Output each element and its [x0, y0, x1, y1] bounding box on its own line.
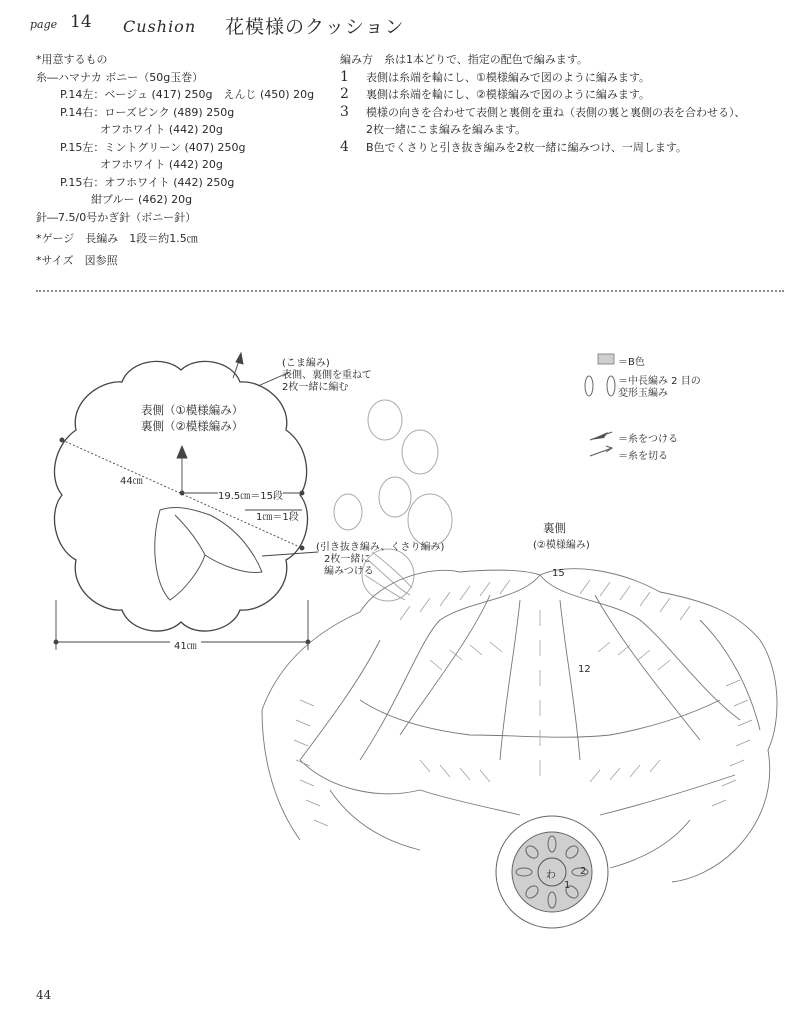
legend-line: 変形玉編み [618, 388, 668, 399]
material-line: P.15左：ミントグリーン (407) 250g [60, 140, 246, 154]
note-line: 2枚一緒に [324, 554, 371, 565]
chart-subtitle: (②模様編み) [533, 540, 590, 551]
needle-line: 針―7.5/0号かぎ針（ボニー針） [36, 210, 197, 224]
step-text: 裏側は糸端を輪にし、②模様編みで図のように編みます。 [366, 88, 650, 101]
page-number: 14 [70, 12, 92, 32]
step-number: 4 [340, 138, 349, 155]
chart-center-row1: 1 [564, 880, 571, 891]
note-line: 2枚一緒に編む [282, 382, 349, 393]
material-line: 紺ブルー (462) 20g [91, 193, 193, 206]
note-line: 表側、裏側を重ねて [282, 370, 372, 381]
material-line: オフホワイト (442) 20g [100, 158, 223, 171]
label-back: 裏側（②模様編み） [141, 419, 244, 433]
fold-illustration [155, 508, 262, 600]
size-line: *サイズ 図参照 [36, 253, 118, 267]
yarn-line: 糸―ハマナカ ボニー（50g玉巻） [36, 70, 204, 84]
dimension-radius: 19.5㎝＝15段 [218, 487, 283, 502]
step-3-continued: 2枚一緒にこま編みを編みます。 [366, 123, 527, 136]
label-front: 表側（①模様編み） [141, 403, 244, 417]
note-line: (こま編み) [282, 358, 330, 369]
material-line: P.14左：ベージュ (417) 250g えんじ (450) 20g [60, 88, 315, 101]
dimension-width: 41㎝ [170, 637, 201, 652]
step-text: 表側は糸端を輪にし、①模様編みで図のように編みます。 [366, 70, 650, 84]
legend-cut: ＝糸を切る [618, 451, 668, 462]
gauge-line: *ゲージ 長編み 1段＝約1.5㎝ [36, 232, 198, 245]
footer-page-number: 44 [36, 988, 52, 1002]
chart-center-label: わ [546, 870, 556, 881]
note-line: (引き抜き編み、くさり編み) [316, 542, 445, 553]
page-title: 花模様のクッション [225, 16, 405, 38]
materials-heading: *用意するもの [36, 53, 108, 66]
material-line: P.15右：オフホワイト (442) 250g [60, 175, 235, 189]
step-number: 3 [340, 103, 349, 120]
chart-center-row2: 2 [580, 866, 587, 877]
legend-color-b: ＝B色 [618, 357, 645, 368]
chart-title: 裏側 [543, 521, 566, 535]
step-text: B色でくさりと引き抜き編みを2枚一緒に編みつけ、一周します。 [366, 140, 688, 154]
legend-symbols [585, 354, 615, 456]
chart-row-15: 15 [552, 568, 565, 579]
method-heading: 編み方 糸は1本どりで、指定の配色で編みます。 [340, 53, 588, 66]
note-line: 編みつける [324, 566, 374, 577]
step-number: 1 [340, 68, 349, 85]
chart-row-12: 12 [578, 664, 591, 675]
material-line: P.14右：ローズピンク (489) 250g [60, 105, 235, 119]
dimension-row: 1㎝＝1段 [256, 512, 299, 523]
legend-stitch [618, 376, 701, 400]
note-single-crochet [282, 358, 372, 394]
title-english: Cushion [123, 17, 197, 36]
legend-attach: ＝糸をつける [618, 434, 678, 445]
dimension-diagonal: 44㎝ [120, 476, 143, 487]
chart-stitches [294, 580, 752, 826]
note-edge [316, 542, 444, 578]
page-label: page [30, 18, 58, 31]
legend-line: ＝中長編み 2 目の [618, 376, 701, 387]
step-text: 模様の向きを合わせて表側と裏側を重ね（表側の裏と裏側の表を合わせる）、 [366, 105, 746, 119]
step-number: 2 [340, 86, 349, 102]
crochet-chart [262, 569, 777, 882]
material-line: オフホワイト (442) 20g [100, 123, 223, 136]
